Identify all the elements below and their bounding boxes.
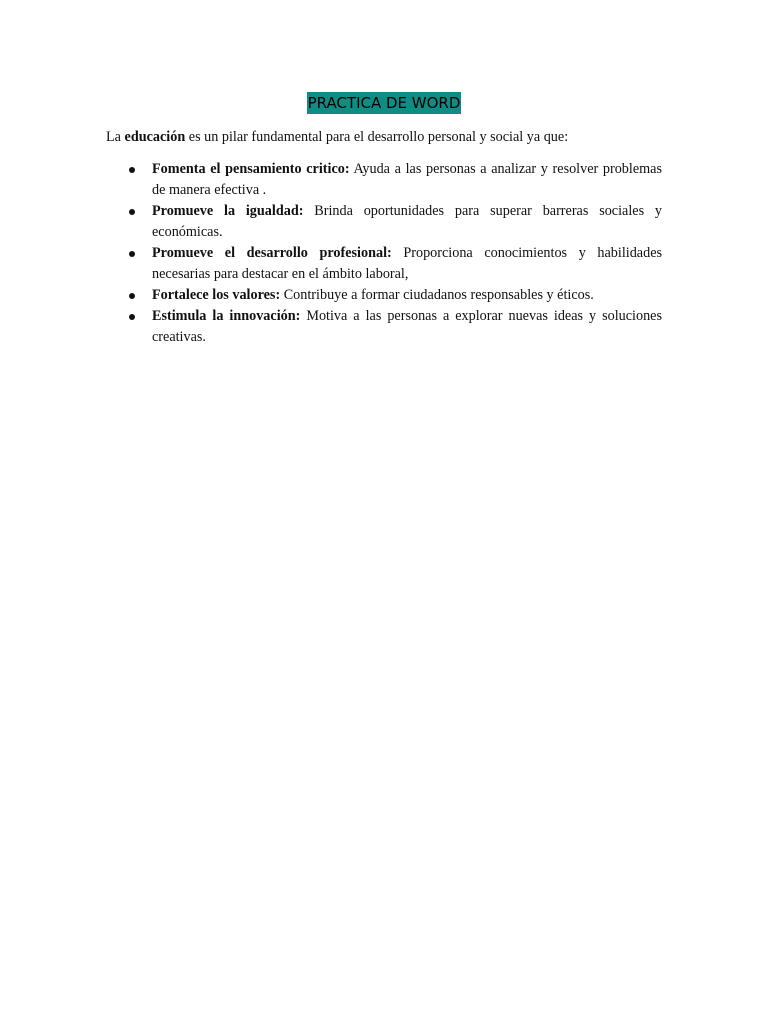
list-item (129, 306, 662, 348)
list-item-term: Fomenta el pensamiento critico: (152, 161, 350, 177)
bullet-icon (129, 251, 135, 257)
list-item (129, 243, 662, 285)
intro-suffix: es un pilar fundamental para el desarrollo personal y social ya que: (188, 129, 569, 145)
bullet-icon (129, 293, 135, 299)
list-item-text: Brinda oportunidades para superar barreras sociales y económicas. (152, 203, 663, 240)
list-item-term: Promueve la igualdad: (152, 203, 304, 219)
list-item-term: Promueve el desarrollo profesional: (152, 245, 392, 261)
title-container (0, 92, 768, 114)
bullet-icon (129, 314, 135, 320)
list-item-text: Ayuda a las personas a analizar y resolver problemas de manera efectiva . (152, 161, 662, 198)
bullet-icon (129, 209, 135, 215)
list-item (129, 159, 662, 201)
intro-paragraph (106, 127, 666, 147)
page-title: PRACTICA DE WORD (307, 94, 461, 112)
bullet-list (129, 159, 662, 348)
list-item-text: Contribuye a formar ciudadanos responsables y éticos. (283, 287, 594, 303)
list-item-term: Estimula la innovación: (152, 308, 301, 324)
list-item (129, 201, 662, 243)
list-item-text: Proporciona conocimientos y habilidades necesarias para destacar en el ámbito laboral, (152, 245, 663, 282)
intro-bold-term: educación (124, 129, 186, 145)
list-item (129, 285, 662, 306)
list-item-term: Fortalece los valores: (152, 287, 281, 303)
bullet-icon (129, 167, 135, 173)
list-item-text: Motiva a las personas a explorar nuevas ideas y soluciones creativas. (152, 308, 662, 345)
intro-prefix: La (106, 129, 121, 145)
